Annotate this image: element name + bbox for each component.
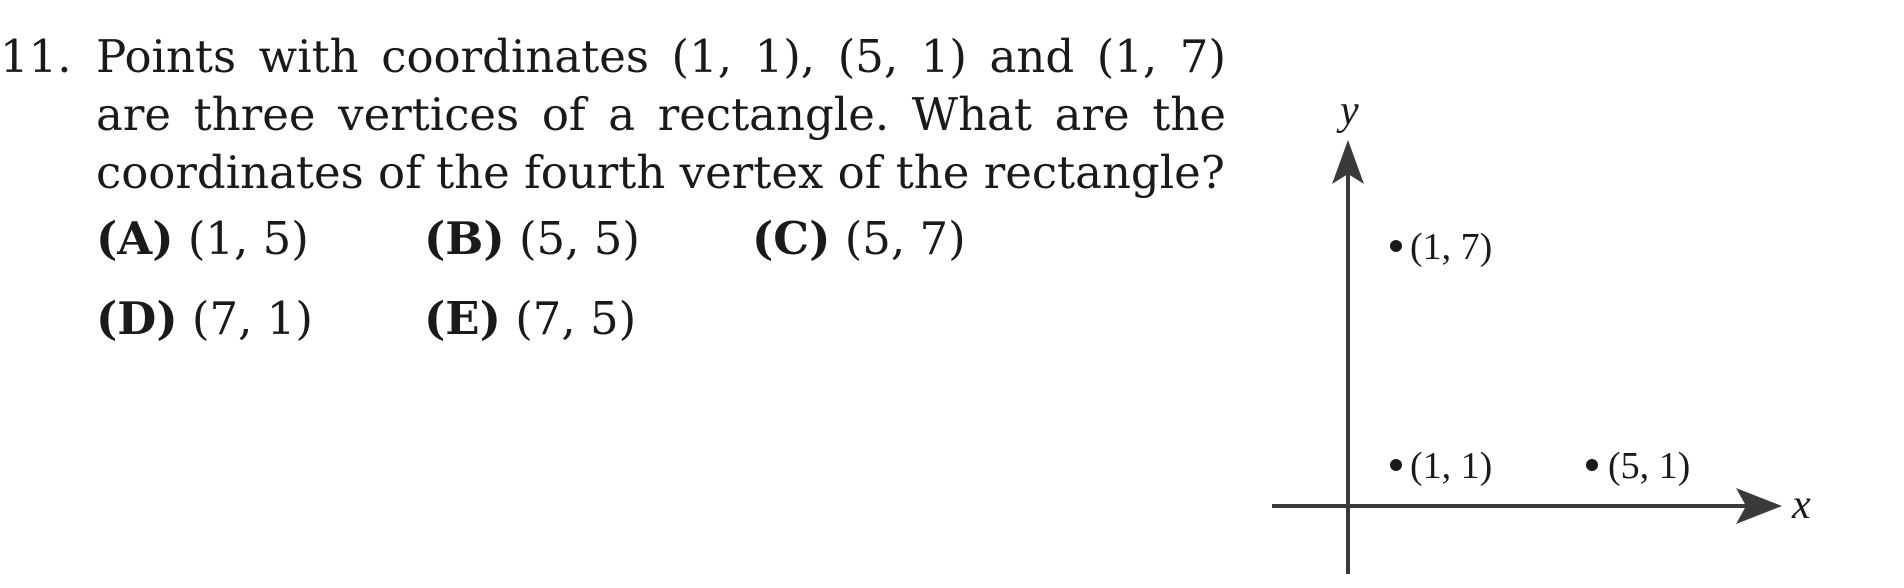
point-label: (5, 1) bbox=[1608, 445, 1691, 487]
choice-value: (7, 1) bbox=[191, 292, 313, 345]
choice-value: (1, 5) bbox=[187, 212, 309, 265]
point-marker bbox=[1390, 459, 1402, 471]
problem-number: 11. bbox=[0, 30, 72, 83]
choice-letter: (B) bbox=[424, 212, 505, 265]
choice-value: (7, 5) bbox=[515, 292, 637, 345]
point-label: (1, 1) bbox=[1410, 445, 1493, 487]
point-label: (1, 7) bbox=[1410, 226, 1493, 268]
choice-letter: (D) bbox=[96, 292, 178, 345]
choice-value: (5, 7) bbox=[844, 212, 966, 265]
choice-letter: (A) bbox=[96, 212, 174, 265]
choice-letter: (E) bbox=[424, 292, 501, 345]
problem-text: Points with coordinates (1, 1), (5, 1) and (1, 7) are three vertices of a rectangle. What are the coordinates of the fourth vertex of the rectangle? bbox=[96, 30, 1226, 199]
choice-letter: (C) bbox=[752, 212, 831, 265]
x-axis-label: x bbox=[1792, 482, 1811, 528]
point-marker bbox=[1586, 459, 1598, 471]
point-marker bbox=[1390, 240, 1402, 252]
choice-value: (5, 5) bbox=[518, 212, 640, 265]
y-axis-label: y bbox=[1340, 88, 1359, 134]
